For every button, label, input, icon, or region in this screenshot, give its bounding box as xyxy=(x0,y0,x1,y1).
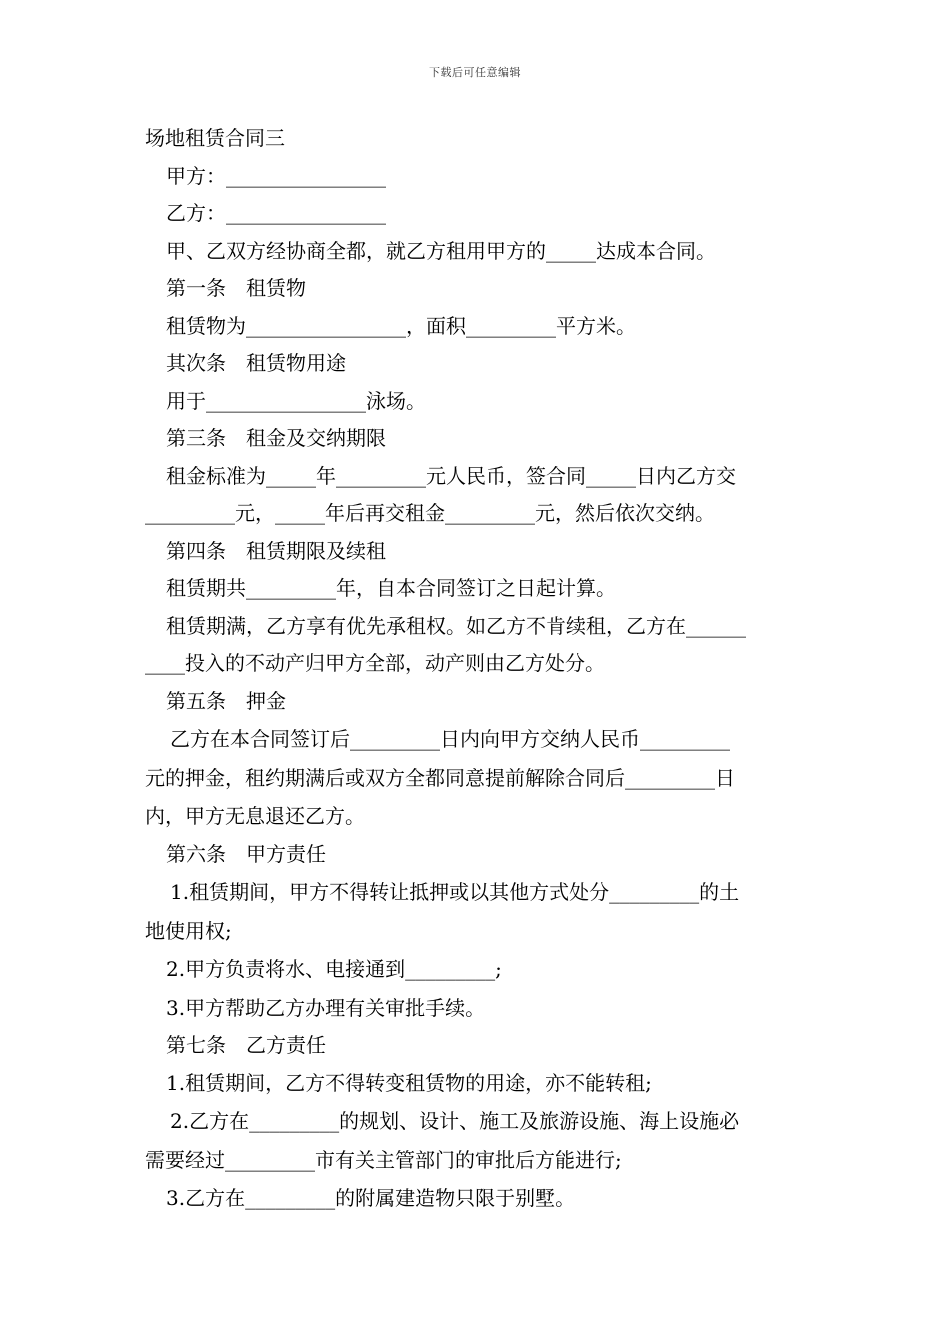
article-4-text-line-3: ____投入的不动产归甲方全部，动产则由乙方处分。 xyxy=(145,651,605,675)
article-1-text: 租赁物为________________，面积_________平方米。 xyxy=(166,313,636,338)
page-header: 下载后可任意编辑 xyxy=(429,66,521,79)
article-1-title: 第一条 租赁物 xyxy=(166,276,306,300)
article-4-text-line-1: 租赁期共_________年，自本合同签订之日起计算。 xyxy=(166,576,616,600)
article-7-item-2-line-2: 需要经过_________市有关主管部门的审批后方能进行; xyxy=(145,1147,622,1172)
article-2-title: 其次条 租赁物用途 xyxy=(166,351,346,375)
article-3-text-line-2: _________元，_____年后再交租金_________元，然后依次交纳。 xyxy=(145,501,715,525)
article-4-text-line-2: 租赁期满，乙方享有优先承租权。如乙方不肯续租，乙方在______ xyxy=(166,613,746,638)
article-7-item-3: 3.乙方在_________的附属建造物只限于别墅。 xyxy=(166,1186,576,1210)
article-3-title: 第三条 租金及交纳期限 xyxy=(166,426,386,450)
article-7-item-2-line-1: 2.乙方在_________的规划、设计、施工及旅游设施、海上设施必 xyxy=(170,1109,740,1133)
article-5-text-line-1: 乙方在本合同签订后_________日内向甲方交纳人民币_________ xyxy=(170,727,730,751)
article-5-text-line-3: 内，甲方无息退还乙方。 xyxy=(145,804,365,828)
document-title: 场地租赁合同三 xyxy=(145,126,285,150)
article-6-item-3: 3.甲方帮助乙方办理有关审批手续。 xyxy=(166,995,486,1020)
article-6-title: 第六条 甲方责任 xyxy=(166,841,326,866)
article-2-text: 用于________________泳场。 xyxy=(166,388,426,413)
preamble: 甲、乙双方经协商全都，就乙方租用甲方的_____达成本合同。 xyxy=(166,238,716,263)
article-6-item-1-line-1: 1.租赁期间，甲方不得转让抵押或以其他方式处分_________的土 xyxy=(170,880,740,904)
article-7-item-1: 1.租赁期间，乙方不得转变租赁物的用途，亦不能转租; xyxy=(166,1070,652,1095)
article-5-title: 第五条 押金 xyxy=(166,688,286,713)
article-6-item-1-line-2: 地使用权; xyxy=(145,918,232,943)
party-a-line: 甲方：________________ xyxy=(166,163,386,188)
document-body xyxy=(145,120,810,1218)
article-7-title: 第七条 乙方责任 xyxy=(166,1033,326,1057)
article-4-title: 第四条 租赁期限及续租 xyxy=(166,538,386,563)
party-b-line: 乙方：________________ xyxy=(166,201,386,225)
article-6-item-2: 2.甲方负责将水、电接通到_________; xyxy=(166,957,502,981)
article-3-text-line-1: 租金标准为_____年_________元人民币，签合同_____日内乙方交 xyxy=(166,463,736,488)
article-5-text-line-2: 元的押金，租约期满后或双方全都同意提前解除合同后_________日 xyxy=(145,765,735,790)
